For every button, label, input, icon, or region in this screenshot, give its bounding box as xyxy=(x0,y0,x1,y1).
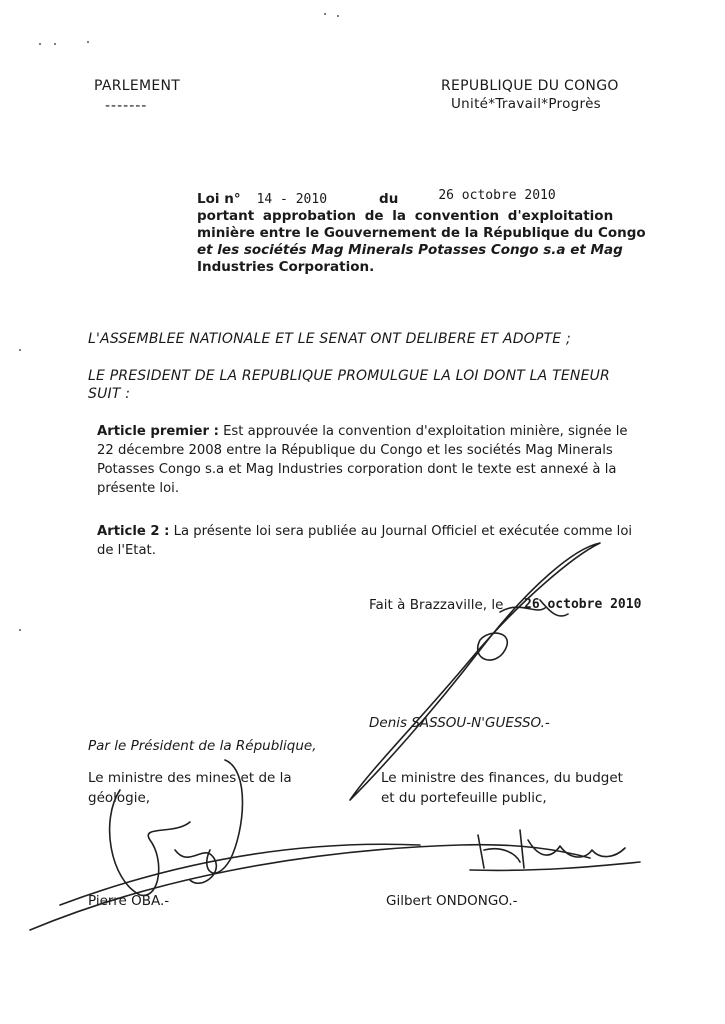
minister-finances-name: Gilbert ONDONGO.- xyxy=(386,893,518,909)
law-date: 26 octobre 2010 xyxy=(438,188,556,203)
signing-date: 26 octobre 2010 xyxy=(524,597,642,612)
law-number-row xyxy=(197,188,646,208)
parlement-heading: PARLEMENT xyxy=(94,78,181,94)
president-signature-loop xyxy=(350,543,600,800)
republic-heading: REPUBLIQUE DU CONGO xyxy=(441,78,619,94)
minister-mines-name: Pierre OBA.- xyxy=(88,893,170,909)
preamble-assembly: L'ASSEMBLEE NATIONALE ET LE SENAT ONT DELIBERE ET ADOPTE ; xyxy=(88,331,571,347)
minister-finances-title-1: Le ministre des finances, du budget xyxy=(381,770,623,786)
article-2-label: Article 2 : xyxy=(97,524,170,539)
minister-finances-title-2: et du portefeuille public, xyxy=(381,790,547,806)
ondongo-signature xyxy=(478,830,625,868)
signature-sweep xyxy=(30,845,590,930)
president-signature-hook xyxy=(478,633,508,660)
law-du: du xyxy=(379,191,399,207)
law-title-line-5: Industries Corporation. xyxy=(197,259,375,275)
signing-place: Fait à Brazzaville, le xyxy=(369,597,504,613)
article-2-text: La présente loi sera publiée au Journal Officiel et exécutée comme loi de l'Etat. xyxy=(97,524,633,558)
minister-mines-title-1: Le ministre des mines et de la xyxy=(88,770,292,786)
par-le-president: Par le Président de la République, xyxy=(88,738,317,754)
preamble-president: LE PRESIDENT DE LA REPUBLIQUE PROMULGUE LA LOI DONT LA TENEUR xyxy=(88,368,610,384)
article-2 xyxy=(97,522,642,560)
law-number-prefix: Loi n° xyxy=(197,191,241,207)
law-title xyxy=(197,188,646,276)
article-premier-text: Est approuvée la convention d'exploitation minière, signée le 22 décembre 2008 entre la République du Congo et les sociétés Mag Minerals Potasses Congo s.a et Mag Industries corporation dont le texte est annexé à la présente loi. xyxy=(97,424,628,496)
article-premier xyxy=(97,422,642,498)
ondongo-underline xyxy=(470,862,640,870)
preamble-suit: SUIT : xyxy=(88,386,131,402)
article-premier-label: Article premier : xyxy=(97,424,219,439)
law-title-line-3: minière entre le Gouvernement de la République du Congo xyxy=(197,225,646,241)
law-number: 14 - 2010 xyxy=(256,192,328,207)
minister-mines-title-2: géologie, xyxy=(88,790,151,806)
parlement-separator: ------- xyxy=(105,98,148,114)
law-title-line-2: portant approbation de la convention d'exploitation xyxy=(197,208,614,224)
president-name: Denis SASSOU-N'GUESSO.- xyxy=(369,715,550,731)
law-title-line-4: et les sociétés Mag Minerals Potasses Congo s.a et Mag xyxy=(197,242,623,258)
republic-motto: Unité*Travail*Progrès xyxy=(451,96,602,112)
